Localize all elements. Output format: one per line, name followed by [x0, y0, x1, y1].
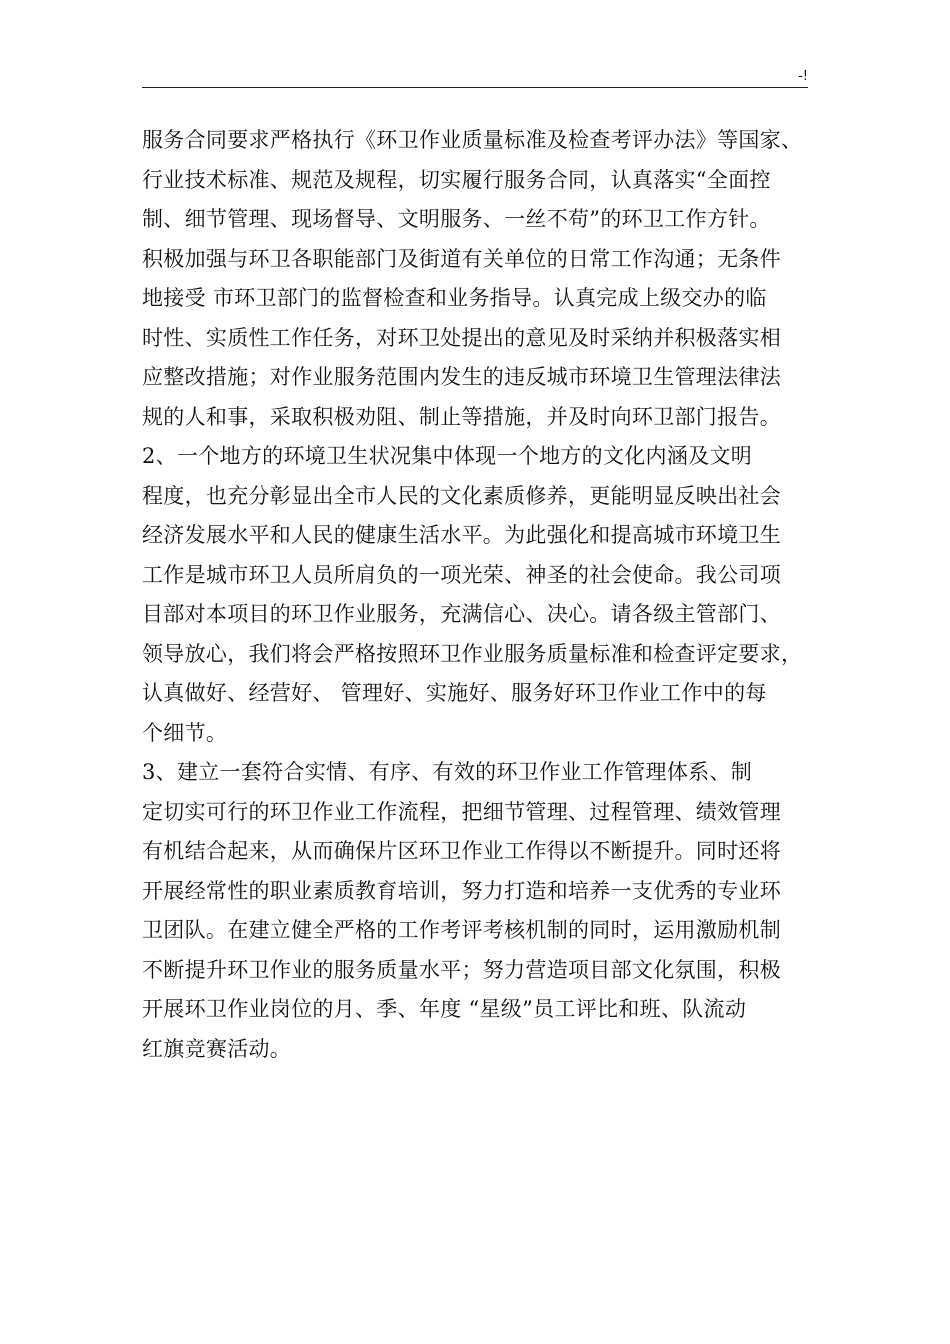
text-line: 开展经常性的职业素质教育培训，努力打造和培养一支优秀的专业环 — [142, 878, 781, 903]
text-line: 2、一个地方的环境卫生状况集中体现一个地方的文化内涵及文明 — [142, 444, 753, 468]
text-line: 开展环卫作业岗位的月、季、年度 “星级”员工评比和班、队流动 — [142, 997, 747, 1021]
text-line: 规的人和事，采取积极劝阻、制止等措施，并及时向环卫部门报告。 — [142, 404, 781, 429]
document-body — [142, 121, 810, 1069]
text-line: 3、建立一套符合实情、有序、有效的环卫作业工作管理体系、制 — [142, 760, 753, 784]
text-line: 领导放心，我们将会严格按照环卫作业服务质量标准和检查评定要求， — [142, 641, 803, 666]
text-line: 时性、实质性工作任务，对环卫处提出的意见及时采纳并积极落实相 — [142, 325, 781, 350]
text-line: 制、细节管理、现场督导、文明服务、一丝不苟”的环卫工作方针。 — [142, 207, 771, 231]
text-line: 目部对本项目的环卫作业服务，充满信心、决心。请各级主管部门、 — [142, 602, 781, 626]
text-line: 卫团队。在建立健全严格的工作考评考核机制的同时，运用激励机制 — [142, 918, 781, 942]
text-line: 工作是城市环卫人员所肩负的一项光荣、神圣的社会使命。我公司项 — [142, 562, 781, 587]
text-line: 服务合同要求严格执行《环卫作业质量标准及检查考评办法》等国家、 — [142, 128, 803, 152]
text-line: 应整改措施；对作业服务范围内发生的违反城市环境卫生管理法律法 — [142, 365, 781, 389]
text-line: 不断提升环卫作业的服务质量水平；努力营造项目部文化氛围，积极 — [142, 957, 781, 982]
text-line: 经济发展水平和人民的健康生活水平。为此强化和提高城市环境卫生 — [142, 523, 781, 547]
text-line: 地接受 市环卫部门的监督检查和业务指导。认真完成上级交办的临 — [142, 286, 767, 310]
text-line: 认真做好、经营好、 管理好、实施好、服务好环卫作业工作中的每 — [142, 681, 767, 705]
text-line: 有机结合起来，从而确保片区环卫作业工作得以不断提升。同时还将 — [142, 839, 781, 863]
text-line: 红旗竞赛活动。 — [142, 1036, 292, 1061]
text-line: 行业技术标准、规范及规程，切实履行服务合同，认真落实“全面控 — [142, 167, 771, 192]
header-rule — [142, 87, 808, 88]
text-line: 程度，也充分彰显出全市人民的文化素质修养，更能明显反映出社会 — [142, 483, 781, 508]
page-marker: -! — [798, 69, 808, 84]
text-line: 积极加强与环卫各职能部门及街道有关单位的日常工作沟通；无条件 — [142, 246, 781, 271]
text-line: 定切实可行的环卫作业工作流程，把细节管理、过程管理、绩效管理 — [142, 799, 781, 824]
text-line: 个细节。 — [142, 720, 228, 745]
